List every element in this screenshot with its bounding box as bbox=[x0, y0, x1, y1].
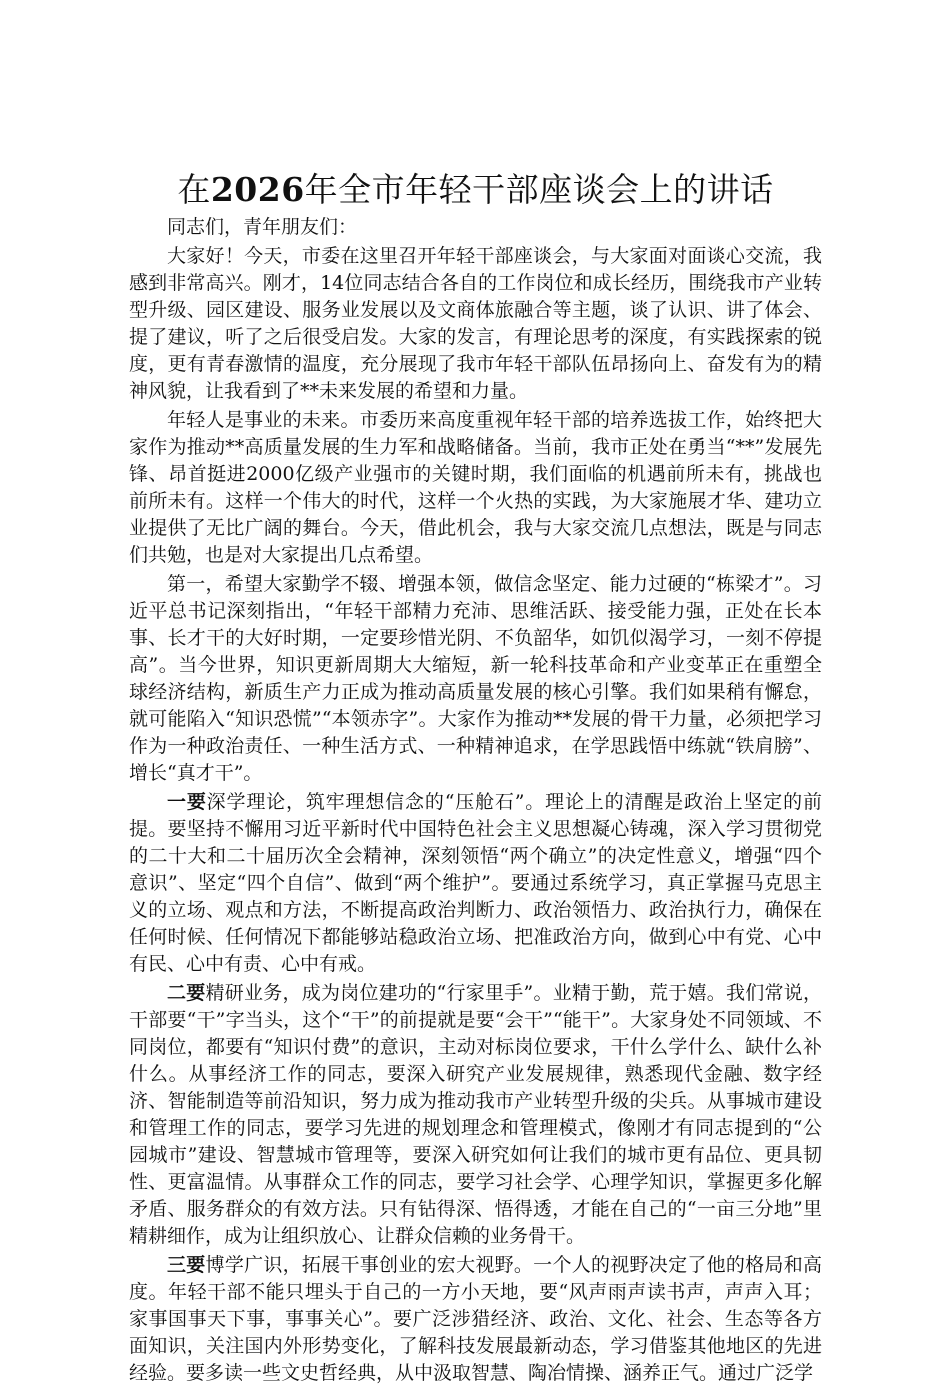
paragraph-4 bbox=[129, 789, 822, 978]
document-title bbox=[129, 168, 822, 212]
paragraph-3: 第一，希望大家勤学不辍、增强本领，做信念坚定、能力过硬的“栋梁才”。习近平总书记深刻指出，“年轻干部精力充沛、思维活跃、接受能力强，正处在长本事、长才干的大好时期，一定要珍惜光阴、不负韶华，如饥似渴学习，一刻不停提高”。当今世界，知识更新周期大大缩短，新一轮科技革命和产业变革正在重塑全球经济结构，新质生产力正成为推动高质量发展的核心引擎。我们如果稍有懈怠，就可能陷入“知识恐慌”“本领赤字”。大家作为推动**发展的骨干力量，必须把学习作为一种政治责任、一种生活方式、一种精神追求，在学思践悟中练就“铁肩膀”、增长“真才干”。 bbox=[129, 573, 822, 784]
paragraph-4-lead: 一要 bbox=[167, 791, 207, 813]
paragraph-2: 年轻人是事业的未来。市委历来高度重视年轻干部的培养选拔工作，始终把大家作为推动**高质量发展的生力军和战略储备。当前，我市正处在勇当“**”发展先锋、昂首挺进2000亿级产业强市的关键时期，我们面临的机遇前所未有，挑战也前所未有。这样一个伟大的时代，这样一个火热的实践，为大家施展才华、建功立业提供了无比广阔的舞台。今天，借此机会，我与大家交流几点想法，既是与同志们共勉，也是对大家提出几点希望。 bbox=[129, 409, 822, 566]
paragraph-6-lead: 三要 bbox=[167, 1254, 206, 1276]
paragraph-1: 大家好！今天，市委在这里召开年轻干部座谈会，与大家面对面谈心交流，我感到非常高兴。刚才，14位同志结合各自的工作岗位和成长经历，围绕我市产业转型升级、园区建设、服务业发展以及文商体旅融合等主题，谈了认识、讲了体会、提了建议，听了之后很受启发。大家的发言，有理论思考的深度，有实践探索的锐度，更有青春激情的温度，充分展现了我市年轻干部队伍昂扬向上、奋发有为的精神风貌，让我看到了**未来发展的希望和力量。 bbox=[129, 245, 822, 402]
title-suffix: 年全市年轻干部座谈会上的讲话 bbox=[304, 170, 774, 209]
paragraph-6 bbox=[129, 1252, 822, 1387]
paragraph-5 bbox=[129, 980, 822, 1250]
title-year: 2026 bbox=[210, 170, 305, 209]
paragraph-6-body: 博学广识，拓展干事创业的宏大视野。一个人的视野决定了他的格局和高度。年轻干部不能只埋头于自己的一方小天地，要“风声雨声读书声，声声入耳；家事国事天下事，事事关心”。要广泛涉猎经济、政治、文化、社会、生态等各方面知识，关注国内外形势变化，了解科技发展最新动态，学习借鉴其他地区的先进经验。要多读一些文史哲经典，从中汲取智慧、陶冶情操、涵养正气。通过广泛学 bbox=[129, 1254, 822, 1384]
paragraph-4-body: 深学理论，筑牢理想信念的“压舱石”。理论上的清醒是政治上坚定的前提。要坚持不懈用习近平新时代中国特色社会主义思想凝心铸魂，深入学习贯彻党的二十大和二十届历次全会精神，深刻领悟“两个确立”的决定性意义，增强“四个意识”、坚定“四个自信”、做到“两个维护”。要通过系统学习，真正掌握马克思主义的立场、观点和方法，不断提高政治判断力、政治领悟力、政治执行力，确保在任何时候、任何情况下都能够站稳政治立场、把准政治方向，做到心中有党、心中有民、心中有责、心中有戒。 bbox=[129, 791, 822, 975]
paragraph-5-body: 精研业务，成为岗位建功的“行家里手”。业精于勤，荒于嬉。我们常说，干部要“干”字当头，这个“干”的前提就是要“会干”“能干”。大家身处不同领域、不同岗位，都要有“知识付费”的意识，主动对标岗位要求，干什么学什么、缺什么补什么。从事经济工作的同志，要深入研究产业发展规律，熟悉现代金融、数字经济、智能制造等前沿知识，努力成为推动我市产业转型升级的尖兵。从事城市建设和管理工作的同志，要学习先进的规划理念和管理模式，像刚才有同志提到的“公园城市”建设、智慧城市管理等，要深入研究如何让我们的城市更有品位、更具韧性、更富温情。从事群众工作的同志，要学习社会学、心理学知识，掌握更多化解矛盾、服务群众的有效方法。只有钻得深、悟得透，才能在自己的“一亩三分地”里精耕细作，成为让组织放心、让群众信赖的业务骨干。 bbox=[129, 982, 822, 1247]
greeting: 同志们，青年朋友们： bbox=[167, 216, 358, 238]
paragraph-5-lead: 二要 bbox=[167, 982, 206, 1004]
document-page bbox=[129, 168, 822, 1387]
title-prefix: 在 bbox=[177, 170, 211, 209]
